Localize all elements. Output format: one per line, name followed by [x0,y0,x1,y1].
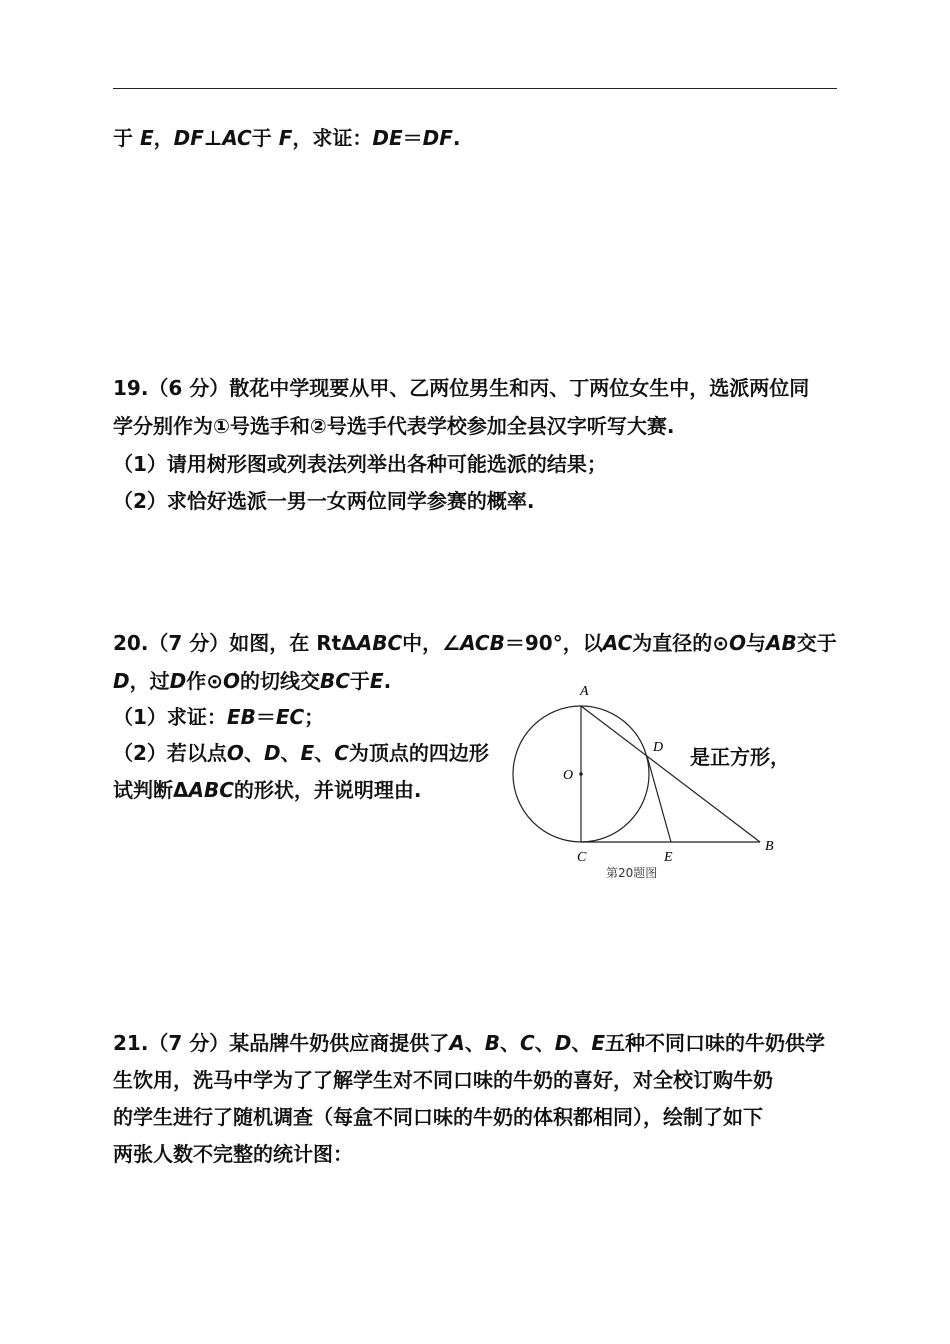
var-A: A [449,1031,465,1055]
var-D: D [169,669,187,693]
text-fragment: 、 [464,1031,485,1055]
var-DF: DF [173,126,204,150]
var-ACB: ACB [460,631,505,655]
var-AC: AC [222,126,252,150]
var-O: O [226,741,244,765]
label-C: C [577,850,587,865]
q21-line2: 生饮用，洗马中学为了了解学生对不同口味的牛奶的喜好，对全校订购牛奶 [113,1068,773,1092]
q20-part2 [113,739,489,767]
triangle-symbol: Δ [341,631,357,655]
label-A: A [580,684,589,699]
q19-part2: （2）求恰好选派一男一女两位同学参赛的概率. [113,489,535,513]
text-fragment: 的形状，并说明理由. [233,778,422,802]
label-E: E [664,850,673,865]
var-BC: BC [320,669,350,693]
text-fragment: 于 [113,126,140,150]
var-E: E [591,1031,606,1055]
var-C: C [520,1031,535,1055]
text-fragment: 与 [746,631,767,655]
text-fragment: 20.（7 分）如图，在 Rt [113,631,342,655]
text-fragment: ＝ [255,705,276,729]
var-D: D [113,669,130,693]
triangle-symbol: Δ [173,778,189,802]
var-C: C [334,741,349,765]
text-fragment: 、 [534,1031,555,1055]
segment-AB [581,706,760,842]
text-fragment: ； [304,705,325,729]
text-fragment: 、 [314,741,335,765]
text-fragment: 中， [402,631,443,655]
text-fragment: 、 [243,741,264,765]
text-fragment: 于 [251,126,279,150]
var-E: E [139,126,154,150]
var-B: B [484,1031,501,1055]
text-fragment: （1）求证： [113,705,227,729]
text-fragment: 、 [571,1031,592,1055]
text-fragment: （2）若以点 [113,741,227,765]
var-E: E [369,669,384,693]
text-fragment: ⊥ [203,126,223,150]
var-AC: AC [602,631,633,655]
tangent-DE [647,756,671,842]
var-O: O [729,631,747,655]
q21-line4: 两张人数不完整的统计图： [113,1142,353,1166]
var-EC: EC [275,705,305,729]
q21-line3: 的学生进行了随机调查（每盒不同口味的牛奶的体积都相同），绘制了如下 [113,1105,763,1129]
header-rule [113,88,837,89]
var-DF: DF [422,126,453,150]
var-E: E [300,741,315,765]
center-point-O [579,772,583,776]
text-fragment: ，过 [129,669,170,693]
text-fragment: 为直径的⊙ [632,631,730,655]
text-fragment: 试判断 [113,778,173,802]
var-ABC: ABC [188,778,234,802]
text-fragment: 为顶点的四边形 [348,741,489,765]
var-F: F [278,126,293,150]
text-fragment: 、 [280,741,301,765]
var-D: D [554,1031,572,1055]
angle-symbol: ∠ [442,631,461,655]
q18-continuation [113,124,461,152]
text-fragment: 于 [349,669,370,693]
label-O: O [563,768,574,783]
var-EB: EB [226,705,256,729]
var-D: D [263,741,281,765]
q20-part2-cont [113,776,422,804]
var-ABC: ABC [356,631,403,655]
var-AB: AB [766,631,797,655]
text-fragment: 作⊙ [186,669,223,693]
label-D: D [653,740,664,755]
q20-part2-tail: 是正方形， [690,745,790,769]
text-fragment: ＝90°，以 [504,631,603,655]
text-fragment: . [383,669,392,693]
text-fragment: 、 [500,1031,521,1055]
text-fragment: 的切线交 [240,669,320,693]
q19-line2: 学分别作为①号选手和②号选手代表学校参加全县汉字听写大赛. [113,414,675,438]
q20-line2 [113,667,391,695]
var-O: O [222,669,240,693]
text-fragment: 21.（7 分）某品牌牛奶供应商提供了 [113,1031,450,1055]
text-fragment: ＝ [402,126,423,150]
var-DE: DE [372,126,403,150]
q19-part1: （1）请用树形图或列表法列举出各种可能选派的结果； [113,452,607,476]
text-fragment: . [452,126,461,150]
q20-part1 [113,703,324,731]
q20-line1 [113,629,837,657]
text-fragment: 交于 [796,631,837,655]
q20-geometry-figure [505,682,795,887]
label-B: B [765,839,774,854]
figure-caption: 第20题图 [606,866,658,880]
q21-line1 [113,1029,825,1057]
q19-line1: 19.（6 分）散花中学现要从甲、乙两位男生和丙、丁两位女生中，选派两位同 [113,376,810,400]
text-fragment: 五种不同口味的牛奶供学 [605,1031,826,1055]
text-fragment: ， [153,126,174,150]
text-fragment: ，求证： [292,126,373,150]
